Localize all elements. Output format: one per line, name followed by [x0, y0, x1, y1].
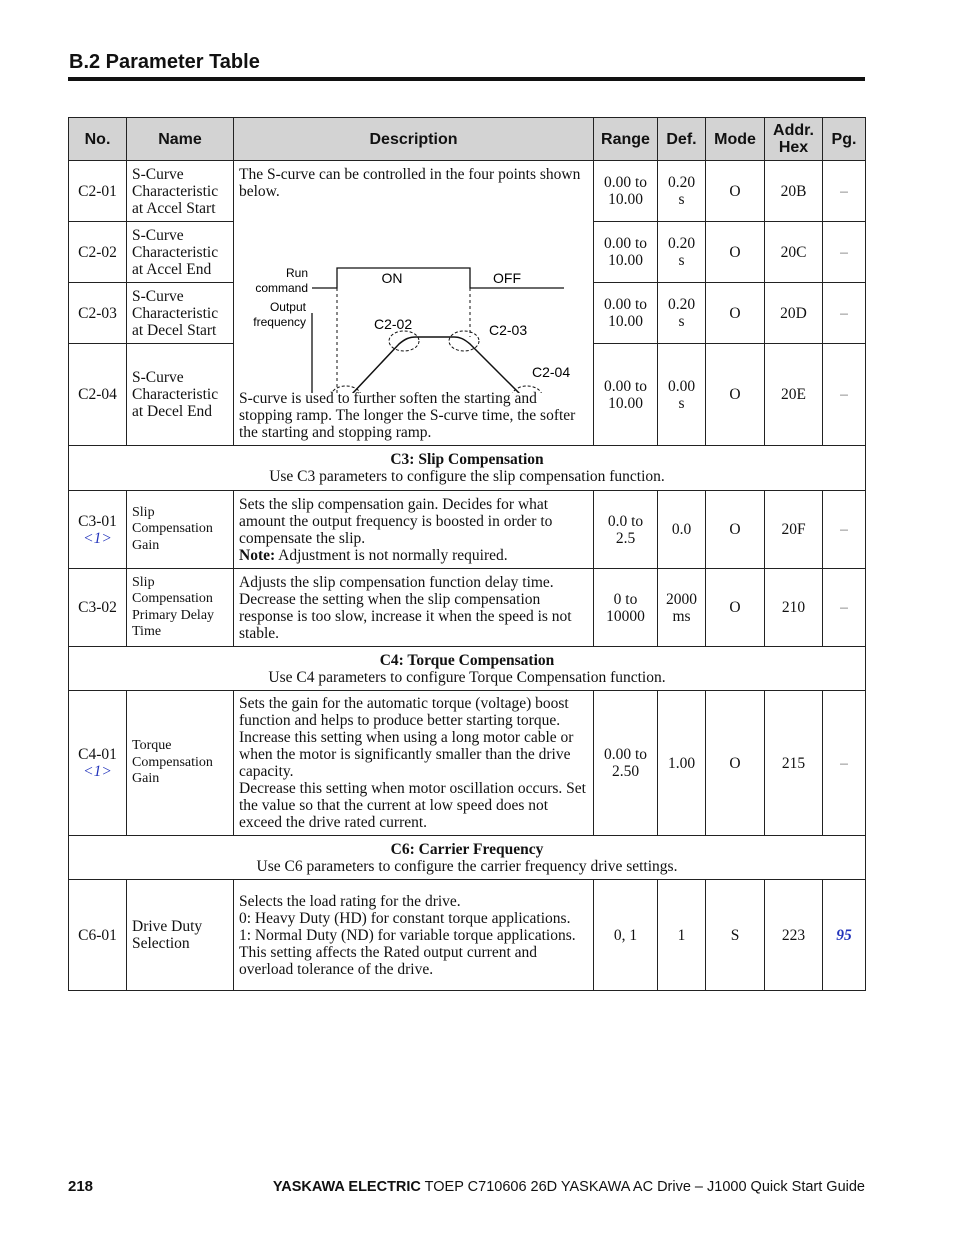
note-text: Adjustment is not normally required.: [275, 546, 508, 564]
param-mode: S: [706, 880, 765, 991]
col-header-no: No.: [69, 118, 127, 161]
footer-brand: YASKAWA ELECTRIC: [272, 1179, 421, 1195]
output-freq-label-2: frequency: [253, 315, 306, 329]
run-label-1: Run: [285, 266, 308, 280]
param-name: Slip Compensation Gain: [127, 491, 234, 569]
param-mode: O: [706, 283, 765, 344]
addr-line2: Hex: [778, 139, 809, 156]
param-addr: 210: [765, 569, 823, 647]
footer-doc-title: TOEP C710606 26D YASKAWA AC Drive – J1000 Quick Start Guide: [420, 1179, 865, 1195]
col-header-description: Description: [234, 118, 594, 161]
param-range: 0 to 10000: [594, 569, 658, 647]
scurve-desc-top: The S-curve can be controlled in the four points shown below.: [239, 166, 581, 200]
col-header-range: Range: [594, 118, 658, 161]
param-def: 1: [658, 880, 706, 991]
scurve-line: [337, 337, 540, 393]
footnote-ref-link[interactable]: <1>: [83, 763, 112, 780]
page-title: B.2 Parameter Table: [69, 51, 260, 73]
section-c3: [69, 446, 866, 491]
note-label: Note:: [239, 546, 276, 564]
param-name: S-Curve Characteristic at Accel Start: [127, 161, 234, 222]
footer-doc-info: [273, 1179, 865, 1195]
section-title: C6: Carrier Frequency: [390, 840, 544, 858]
param-mode: O: [706, 569, 765, 647]
param-no: C2-02: [69, 222, 127, 283]
param-desc-line: Decrease this setting when motor oscillation occurs. Set the value so that the current at low speed does not exceed the drive rated current.: [239, 780, 586, 831]
section-desc: Use C3 parameters to configure the slip compensation function.: [269, 468, 665, 485]
param-no: C2-04: [69, 344, 127, 446]
param-def: 0.20 s: [658, 222, 706, 283]
title-rule: [68, 77, 865, 81]
section-title: C3: Slip Compensation: [390, 451, 544, 468]
page-number: 218: [68, 1178, 94, 1195]
param-def: 0.20 s: [658, 283, 706, 344]
param-no-cell: [69, 491, 127, 569]
param-range: 0.0 to 2.5: [594, 491, 658, 569]
param-mode: O: [706, 691, 765, 836]
param-desc-text: Sets the slip compensation gain. Decides for what amount the output frequency is boosted in order to compensate the slip.: [239, 495, 553, 547]
param-no: C2-01: [69, 161, 127, 222]
param-no: C3-01: [78, 512, 117, 530]
param-name: S-Curve Characteristic at Decel Start: [127, 283, 234, 344]
table-header-row: [69, 118, 866, 161]
param-pg: –: [823, 161, 866, 222]
param-def: 0.20 s: [658, 161, 706, 222]
col-header-pg: Pg.: [823, 118, 866, 161]
param-name: Drive Duty Selection: [127, 880, 234, 991]
param-mode: O: [706, 222, 765, 283]
section-c4: [69, 647, 866, 691]
param-desc-line: Sets the gain for the automatic torque (voltage) boost function and helps to produce better starting torque. Increase this setting when using a long motor cable or when the motor is significantly smaller than the drive capacity.: [239, 695, 574, 780]
run-command-signal: [312, 268, 564, 288]
param-desc: Adjusts the slip compensation function delay time. Decrease the setting when the slip compensation response is too slow, increase it when the speed is not stable.: [234, 569, 594, 647]
col-header-mode: Mode: [706, 118, 765, 161]
param-addr: 20C: [765, 222, 823, 283]
param-def: 2000 ms: [658, 569, 706, 647]
param-name: S-Curve Characteristic at Decel End: [127, 344, 234, 446]
section-row-c6: [69, 836, 866, 880]
param-desc-line: 0: Heavy Duty (HD) for constant torque applications.: [239, 909, 571, 927]
output-freq-label-1: Output: [269, 300, 306, 314]
c2-03-label: C2-03: [489, 322, 528, 338]
section-desc: Use C4 parameters to configure Torque Compensation function.: [268, 668, 666, 686]
c2-02-label: C2-02: [374, 316, 413, 332]
param-addr: 215: [765, 691, 823, 836]
param-range: 0.00 to 10.00: [594, 161, 658, 222]
param-name: Slip Compensation Primary Delay Time: [127, 569, 234, 647]
param-name: S-Curve Characteristic at Accel End: [127, 222, 234, 283]
param-desc: [234, 491, 594, 569]
param-def: 1.00: [658, 691, 706, 836]
param-name: Torque Compensation Gain: [127, 691, 234, 836]
col-header-name: Name: [127, 118, 234, 161]
section-row-c3: [69, 446, 866, 491]
table-row: [69, 880, 866, 991]
param-mode: O: [706, 491, 765, 569]
param-desc-line: This setting affects the Rated output current and overload tolerance of the drive.: [239, 943, 538, 978]
param-range: 0.00 to 2.50: [594, 691, 658, 836]
section-title: C4: Torque Compensation: [379, 651, 555, 669]
param-pg: –: [823, 222, 866, 283]
param-def: 0.0: [658, 491, 706, 569]
table-row: [69, 491, 866, 569]
param-addr: 20D: [765, 283, 823, 344]
param-mode: O: [706, 161, 765, 222]
param-pg-cell: [823, 880, 866, 991]
parameter-table: [68, 117, 866, 991]
param-no: C6-01: [69, 880, 127, 991]
param-no: C4-01: [78, 746, 117, 763]
param-desc-line: Selects the load rating for the drive.: [239, 892, 461, 910]
param-pg: –: [823, 691, 866, 836]
table-row: [69, 569, 866, 647]
param-pg: –: [823, 569, 866, 647]
table-row: [69, 161, 866, 222]
section-c6: [69, 836, 866, 880]
param-desc: [234, 880, 594, 991]
param-addr: 20E: [765, 344, 823, 446]
section-desc: Use C6 parameters to configure the carrier frequency drive settings.: [256, 857, 678, 875]
param-def: 0.00 s: [658, 344, 706, 446]
c2-04-label: C2-04: [532, 364, 571, 380]
param-no: C3-02: [69, 569, 127, 647]
footnote-ref-link[interactable]: <1>: [83, 529, 112, 547]
param-range: 0.00 to 10.00: [594, 283, 658, 344]
param-range: 0, 1: [594, 880, 658, 991]
section-row-c4: [69, 647, 866, 691]
param-range: 0.00 to 10.00: [594, 222, 658, 283]
param-pg: –: [823, 283, 866, 344]
off-label: OFF: [493, 270, 521, 286]
page-link[interactable]: 95: [836, 926, 852, 944]
col-header-addr-hex: [765, 118, 823, 161]
param-addr: 20F: [765, 491, 823, 569]
param-no-cell: [69, 691, 127, 836]
param-desc-line: 1: Normal Duty (ND) for variable torque applications.: [239, 926, 576, 944]
param-addr: 20B: [765, 161, 823, 222]
scurve-diagram: [234, 213, 592, 393]
param-mode: O: [706, 344, 765, 446]
param-pg: –: [823, 344, 866, 446]
col-header-def: Def.: [658, 118, 706, 161]
addr-line1: Addr.: [773, 122, 814, 139]
table-row: [69, 691, 866, 836]
param-desc: [234, 691, 594, 836]
run-label-2: command: [255, 281, 308, 295]
param-addr: 223: [765, 880, 823, 991]
param-range: 0.00 to 10.00: [594, 344, 658, 446]
param-pg: –: [823, 491, 866, 569]
scurve-desc-bottom: S-curve is used to further soften the starting and stopping ramp. The longer the S-curve time, the softer the starting and stopping ramp.: [239, 390, 576, 441]
on-label: ON: [381, 270, 403, 286]
param-no: C2-03: [69, 283, 127, 344]
scurve-description-cell: [234, 161, 594, 446]
